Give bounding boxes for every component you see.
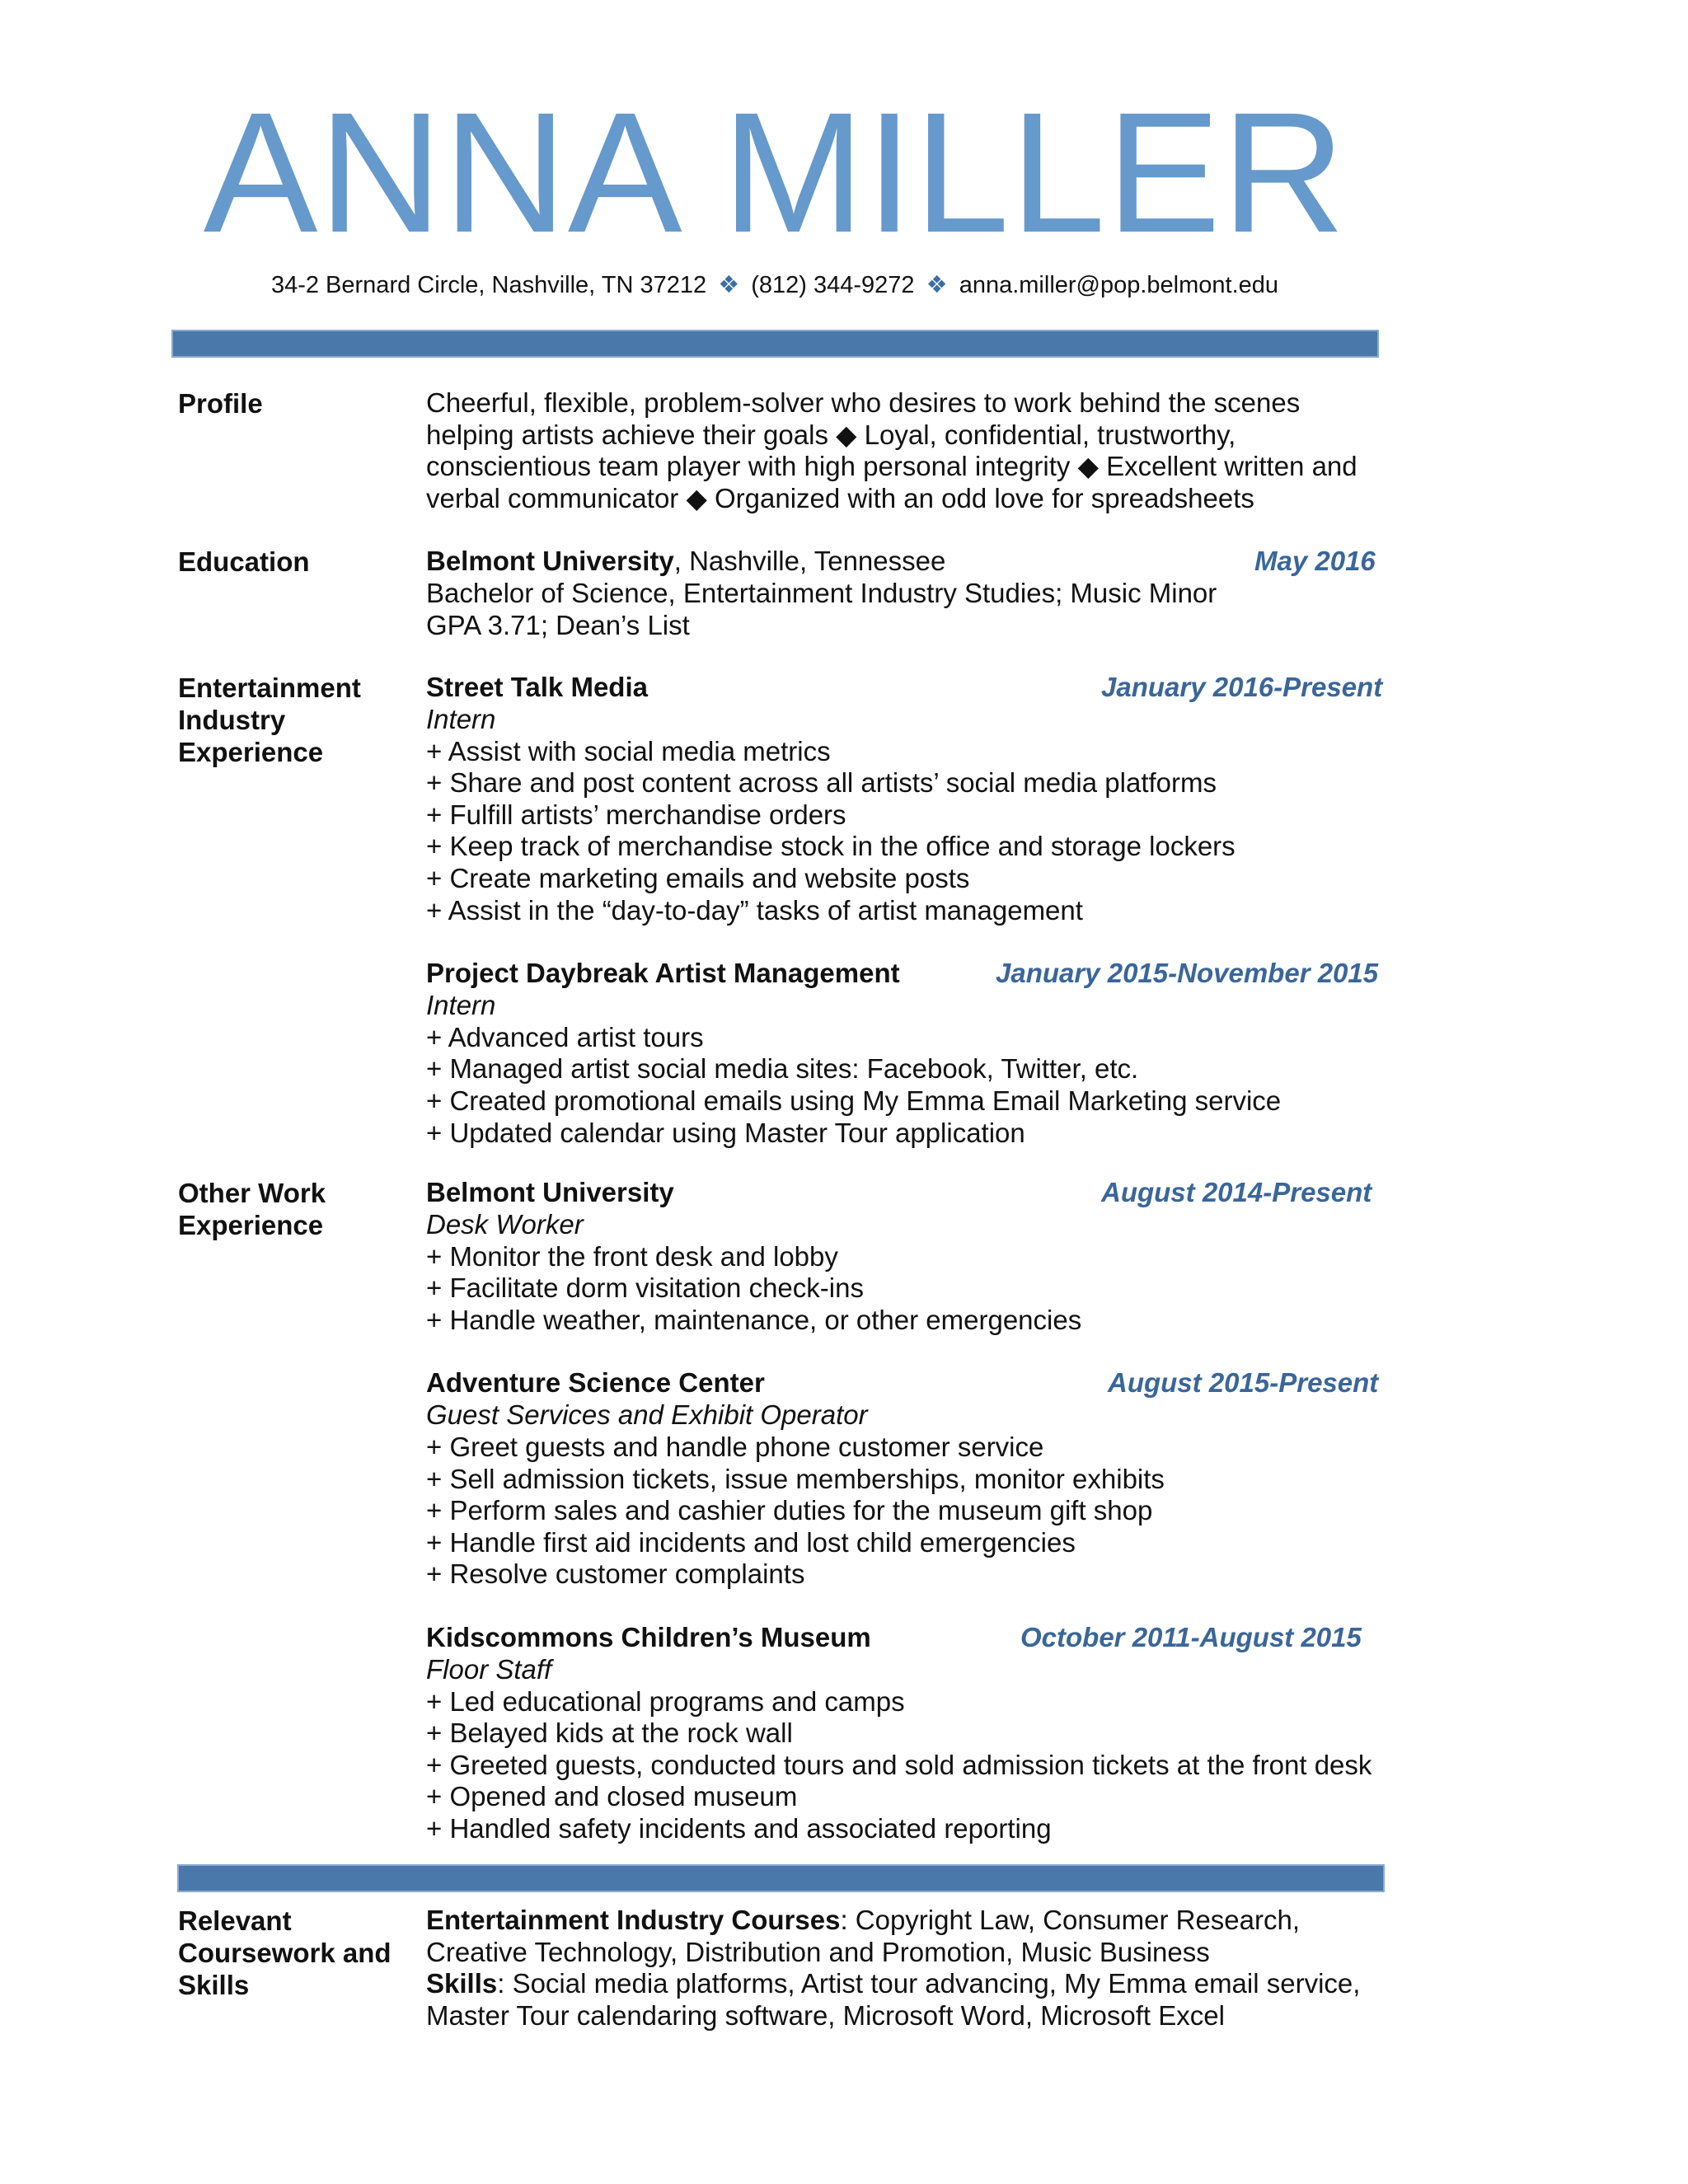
- job-date: August 2014-Present: [1101, 1177, 1372, 1207]
- education-head: [426, 546, 1399, 578]
- contact-phone: (812) 344-9272: [751, 272, 915, 298]
- courses-label: Entertainment Industry Courses: [426, 1905, 841, 1935]
- job-bullet: + Create marketing emails and website posts: [426, 862, 970, 893]
- label-line: Coursework and: [178, 1938, 392, 1968]
- job-bullet: + Handled safety incidents and associated reporting: [426, 1812, 1052, 1844]
- job-entry: [426, 672, 1399, 926]
- education-gpa: GPA 3.71; Dean’s List: [426, 609, 690, 640]
- job-org: Adventure Science Center: [426, 1367, 765, 1399]
- contact-email: anna.miller@pop.belmont.edu: [959, 272, 1279, 298]
- label-line: Industry: [178, 705, 286, 735]
- job-role: Floor Staff: [426, 1653, 552, 1685]
- job-entry: [426, 1622, 1399, 1845]
- education-date: May 2016: [1254, 546, 1376, 576]
- job-date: January 2016-Present: [1101, 672, 1383, 702]
- top-divider-bar: [171, 330, 1379, 358]
- courses-text: : Copyright Law, Consumer Research,: [840, 1905, 1301, 1935]
- skills-label: Skills: [426, 1968, 498, 1999]
- skills-divider-bar: [177, 1864, 1385, 1892]
- job-date: October 2011-August 2015: [1020, 1621, 1362, 1652]
- job-head: [426, 1177, 1399, 1209]
- job-head: [426, 1367, 1399, 1399]
- section-label-profile: Profile: [178, 388, 263, 419]
- job-org: Belmont University: [426, 1177, 674, 1207]
- job-bullet: + Keep track of merchandise stock in the office and storage lockers: [426, 831, 1236, 862]
- job-bullet: + Greeted guests, conducted tours and sold admission tickets at the front desk: [426, 1749, 1372, 1780]
- courses-line-2: Creative Technology, Distribution and Promotion, Music Business: [426, 1936, 1210, 1967]
- label-line: Other Work: [178, 1178, 326, 1208]
- profile-text: Cheerful, flexible, problem-solver who desires to work behind the scenes helping artists achieve their goals ◆ Loyal, confidential, trustworthy, conscientious team player with high personal integrity ◆ Excellent written and verbal communicator ◆ Organized with an odd love for spreadsheets: [426, 387, 1357, 513]
- job-role: Intern: [426, 704, 496, 734]
- diamond-separator-icon: ❖: [926, 272, 948, 298]
- job-org: Project Daybreak Artist Management: [426, 958, 900, 989]
- job-date: January 2015-November 2015: [996, 958, 1379, 989]
- job-bullet: + Assist with social media metrics: [426, 735, 831, 766]
- job-bullet: + Resolve customer complaints: [426, 1558, 805, 1590]
- skills-line: [426, 1968, 1399, 2000]
- label-line: Relevant: [178, 1905, 292, 1936]
- job-bullet: + Fulfill artists’ merchandise orders: [426, 799, 846, 830]
- contact-line: [0, 270, 1550, 300]
- job-entry: [426, 1177, 1399, 1336]
- education-location: , Nashville, Tennessee: [673, 546, 946, 576]
- job-head: [426, 1622, 1399, 1654]
- job-bullet: + Monitor the front desk and lobby: [426, 1240, 838, 1272]
- job-entry: [426, 1367, 1399, 1591]
- skills-line-2: Master Tour calendaring software, Microsoft Word, Microsoft Excel: [426, 1999, 1225, 2031]
- skills-body: [426, 1905, 1399, 2032]
- section-label-education: Education: [178, 546, 310, 577]
- label-line: Experience: [178, 737, 324, 767]
- job-bullet: + Facilitate dorm visitation check-ins: [426, 1272, 864, 1304]
- job-bullet: + Perform sales and cashier duties for the museum gift shop: [426, 1495, 1153, 1526]
- section-label-entertainment: [178, 672, 401, 768]
- job-head: [426, 958, 1399, 990]
- section-label-other-work: [178, 1177, 401, 1241]
- job-bullet: + Share and post content across all artists’ social media platforms: [426, 767, 1217, 799]
- job-bullet: + Belayed kids at the rock wall: [426, 1718, 793, 1749]
- entertainment-body: [426, 672, 1399, 1149]
- label-line: Experience: [178, 1210, 324, 1240]
- job-bullet: + Led educational programs and camps: [426, 1685, 905, 1717]
- resume-name: ANNA MILLER: [203, 77, 1347, 269]
- other-work-body: [426, 1177, 1399, 1845]
- education-body: [426, 546, 1399, 641]
- job-bullet: + Advanced artist tours: [426, 1021, 704, 1052]
- job-role: Intern: [426, 990, 496, 1021]
- job-role: Guest Services and Exhibit Operator: [426, 1399, 868, 1431]
- job-bullet: + Updated calendar using Master Tour application: [426, 1117, 1025, 1148]
- courses-line: [426, 1905, 1399, 1937]
- skills-text: : Social media platforms, Artist tour advancing, My Emma email service,: [497, 1968, 1361, 1999]
- label-line: Entertainment: [178, 673, 361, 703]
- job-bullet: + Sell admission tickets, issue memberships, monitor exhibits: [426, 1463, 1165, 1494]
- diamond-separator-icon: ❖: [718, 272, 740, 298]
- job-bullet: + Handle weather, maintenance, or other emergencies: [426, 1304, 1082, 1335]
- education-school: Belmont University: [426, 546, 674, 576]
- job-bullet: + Created promotional emails using My Emma Email Marketing service: [426, 1085, 1282, 1116]
- education-degree: Bachelor of Science, Entertainment Industry Studies; Music Minor: [426, 578, 1217, 608]
- job-date: August 2015-Present: [1108, 1367, 1379, 1399]
- job-bullet: + Greet guests and handle phone customer service: [426, 1431, 1044, 1462]
- section-label-skills: [178, 1905, 401, 2001]
- job-bullet: + Handle first aid incidents and lost child emergencies: [426, 1526, 1076, 1558]
- job-bullet: + Assist in the “day-to-day” tasks of artist management: [426, 894, 1083, 926]
- job-head: [426, 672, 1399, 704]
- job-bullet: + Managed artist social media sites: Facebook, Twitter, etc.: [426, 1053, 1139, 1085]
- contact-address: 34-2 Bernard Circle, Nashville, TN 37212: [270, 272, 707, 298]
- job-role: Desk Worker: [426, 1209, 584, 1240]
- job-entry: [426, 958, 1399, 1149]
- label-line: Skills: [178, 1970, 250, 2000]
- job-org: Kidscommons Children’s Museum: [426, 1621, 871, 1652]
- job-org: Street Talk Media: [426, 672, 648, 702]
- job-bullet: + Opened and closed museum: [426, 1781, 798, 1812]
